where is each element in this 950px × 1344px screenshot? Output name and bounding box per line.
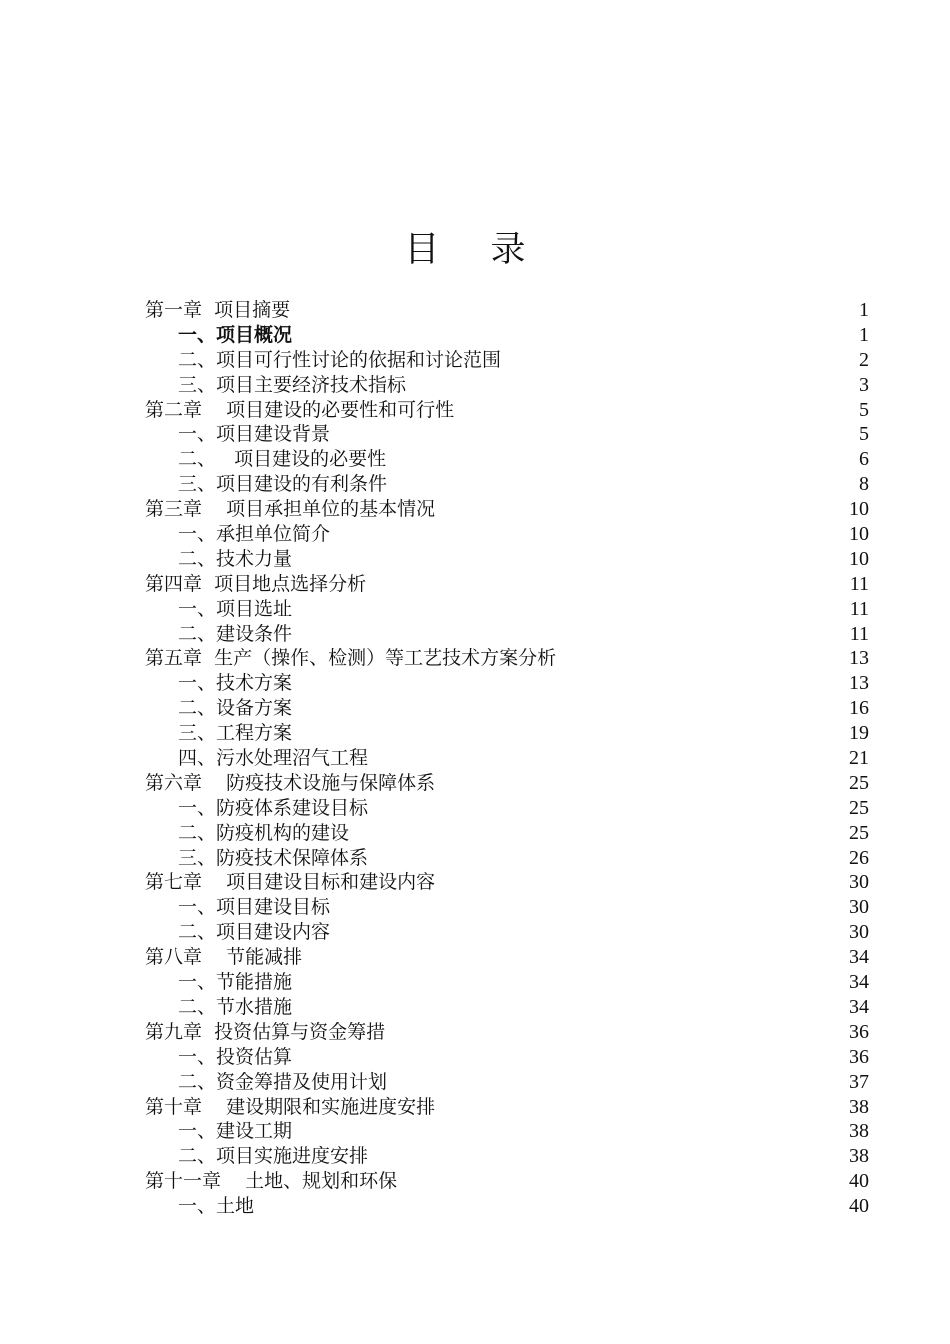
- toc-section-entry: [145, 1144, 869, 1169]
- toc-entry-label: 一、项目建设目标: [178, 896, 331, 919]
- toc-entry-page-number: 26: [849, 846, 869, 869]
- toc-section-entry: [145, 821, 869, 846]
- page-title: 目 录: [404, 230, 546, 270]
- toc-entry-page-number: 30: [849, 896, 869, 919]
- toc-entry-label: 第一章 项目摘要: [145, 299, 291, 321]
- toc-entry-label: 第七章 项目建设目标和建设内容: [145, 871, 436, 894]
- toc-section-entry: [145, 422, 869, 447]
- toc-entry-label: 三、工程方案: [178, 722, 293, 745]
- toc-section-entry: [145, 746, 869, 771]
- toc-entry-page-number: 36: [849, 1020, 869, 1043]
- toc-entry-page-number: 8: [859, 473, 869, 496]
- toc-chapter-entry: [145, 870, 869, 895]
- toc-section-entry: [145, 1119, 869, 1144]
- toc-entry-label: 二、节水措施: [178, 995, 293, 1018]
- toc-entry-page-number: 11: [849, 597, 869, 620]
- toc-entry-page-number: 38: [849, 1095, 869, 1118]
- toc-entry-label: 第五章 生产（操作、检测）等工艺技术方案分析: [145, 647, 557, 670]
- toc-section-entry: [145, 995, 869, 1020]
- toc-entry-label: 一、项目建设背景: [178, 423, 331, 446]
- toc-entry-label: 第四章 项目地点选择分析: [145, 572, 367, 595]
- toc-section-entry: [145, 696, 869, 721]
- toc-entry-page-number: 3: [859, 373, 869, 396]
- toc-entry-label: 第三章 项目承担单位的基本情况: [145, 498, 436, 521]
- toc-section-entry: [145, 447, 869, 472]
- toc-entry-label: 二、项目建设内容: [178, 921, 331, 944]
- toc-entry-label: 一、项目概况: [178, 323, 293, 346]
- toc-entry-page-number: 40: [849, 1170, 869, 1193]
- toc-section-entry: [145, 1045, 869, 1070]
- toc-entry-page-number: 13: [849, 647, 869, 670]
- toc-entry-label: 一、土地: [178, 1195, 255, 1218]
- toc-entry-page-number: 6: [859, 448, 869, 471]
- toc-entry-page-number: 38: [849, 1145, 869, 1168]
- toc-entry-label: 二、技术力量: [178, 547, 293, 570]
- toc-entry-page-number: 11: [849, 572, 869, 595]
- toc-entry-page-number: 25: [849, 796, 869, 819]
- toc-entry-page-number: 10: [849, 547, 869, 570]
- toc-entry-page-number: 25: [849, 821, 869, 844]
- toc-chapter-entry: [145, 572, 869, 597]
- toc-entry-page-number: 34: [849, 946, 869, 969]
- toc-section-entry: [145, 970, 869, 995]
- toc-entry-label: 一、节能措施: [178, 971, 293, 994]
- toc-entry-page-number: 40: [849, 1195, 869, 1218]
- toc-entry-label: 第六章 防疫技术设施与保障体系: [145, 771, 436, 794]
- toc-chapter-entry: [145, 1020, 869, 1045]
- toc-entry-label: 一、项目选址: [178, 597, 293, 620]
- toc-entry-page-number: 21: [849, 747, 869, 770]
- toc-entry-label: 一、技术方案: [178, 672, 293, 695]
- toc-entry-page-number: 19: [849, 722, 869, 745]
- toc-chapter-entry: [145, 646, 869, 671]
- toc-entry-page-number: 10: [849, 523, 869, 546]
- toc-chapter-entry: [145, 1169, 869, 1194]
- toc-entry-label: 一、防疫体系建设目标: [178, 796, 369, 819]
- toc-entry-page-number: 16: [849, 697, 869, 720]
- toc-entry-label: 第二章 项目建设的必要性和可行性: [145, 398, 455, 421]
- toc-entry-page-number: 30: [849, 871, 869, 894]
- toc-entry-label: 二、建设条件: [178, 622, 293, 645]
- toc-entry-page-number: 30: [849, 921, 869, 944]
- toc-chapter-entry: [145, 398, 869, 423]
- toc-section-entry: [145, 721, 869, 746]
- toc-entry-page-number: 11: [849, 622, 869, 645]
- toc-chapter-entry: [145, 497, 869, 522]
- toc-entry-label: 第十章 建设期限和实施进度安排: [145, 1095, 436, 1118]
- toc-entry-label: 二、设备方案: [178, 697, 293, 720]
- toc-entry-page-number: 13: [849, 672, 869, 695]
- toc-chapter-entry: [145, 945, 869, 970]
- toc-entry-label: 二、防疫机构的建设: [178, 821, 350, 844]
- toc-section-entry: [145, 323, 869, 348]
- toc-section-entry: [145, 920, 869, 945]
- toc-entry-label: 第八章 节能减排: [145, 946, 303, 969]
- toc-section-entry: [145, 547, 869, 572]
- toc-entry-page-number: 5: [859, 423, 869, 446]
- toc-entry-page-number: 36: [849, 1045, 869, 1068]
- toc-section-entry: [145, 671, 869, 696]
- toc-entry-label: 三、项目建设的有利条件: [178, 473, 388, 496]
- toc-entry-label: 二、项目实施进度安排: [178, 1145, 369, 1168]
- table-of-contents: [145, 298, 869, 1219]
- toc-section-entry: [145, 895, 869, 920]
- toc-section-entry: [145, 472, 869, 497]
- toc-entry-page-number: 1: [859, 323, 869, 346]
- toc-entry-label: 三、项目主要经济技术指标: [178, 373, 407, 396]
- toc-section-entry: [145, 522, 869, 547]
- toc-section-entry: [145, 348, 869, 373]
- toc-section-entry: [145, 796, 869, 821]
- toc-entry-label: 二、项目可行性讨论的依据和讨论范围: [178, 348, 502, 371]
- toc-section-entry: [145, 1194, 869, 1219]
- toc-section-entry: [145, 597, 869, 622]
- toc-chapter-entry: [145, 771, 869, 796]
- toc-section-entry: [145, 622, 869, 647]
- toc-entry-label: 三、防疫技术保障体系: [178, 846, 369, 869]
- toc-entry-page-number: 10: [849, 498, 869, 521]
- toc-section-entry: [145, 373, 869, 398]
- toc-entry-label: 二、资金筹措及使用计划: [178, 1070, 388, 1093]
- toc-entry-page-number: 34: [849, 971, 869, 994]
- toc-entry-label: 一、投资估算: [178, 1045, 293, 1068]
- toc-section-entry: [145, 1070, 869, 1095]
- toc-entry-label: 二、 项目建设的必要性: [178, 448, 387, 471]
- toc-section-entry: [145, 846, 869, 871]
- toc-entry-page-number: 34: [849, 995, 869, 1018]
- toc-chapter-entry: [145, 298, 869, 323]
- toc-entry-label: 一、建设工期: [178, 1120, 293, 1143]
- toc-entry-label: 第九章 投资估算与资金筹措: [145, 1020, 386, 1043]
- toc-entry-page-number: 25: [849, 771, 869, 794]
- toc-entry-label: 一、承担单位简介: [178, 523, 331, 546]
- toc-entry-label: 四、污水处理沼气工程: [178, 747, 369, 770]
- toc-entry-page-number: 38: [849, 1120, 869, 1143]
- toc-entry-label: 第十一章 土地、规划和环保: [145, 1170, 398, 1193]
- toc-entry-page-number: 1: [859, 299, 869, 321]
- toc-entry-page-number: 2: [859, 348, 869, 371]
- toc-entry-page-number: 5: [859, 398, 869, 421]
- toc-chapter-entry: [145, 1095, 869, 1120]
- toc-entry-page-number: 37: [849, 1070, 869, 1093]
